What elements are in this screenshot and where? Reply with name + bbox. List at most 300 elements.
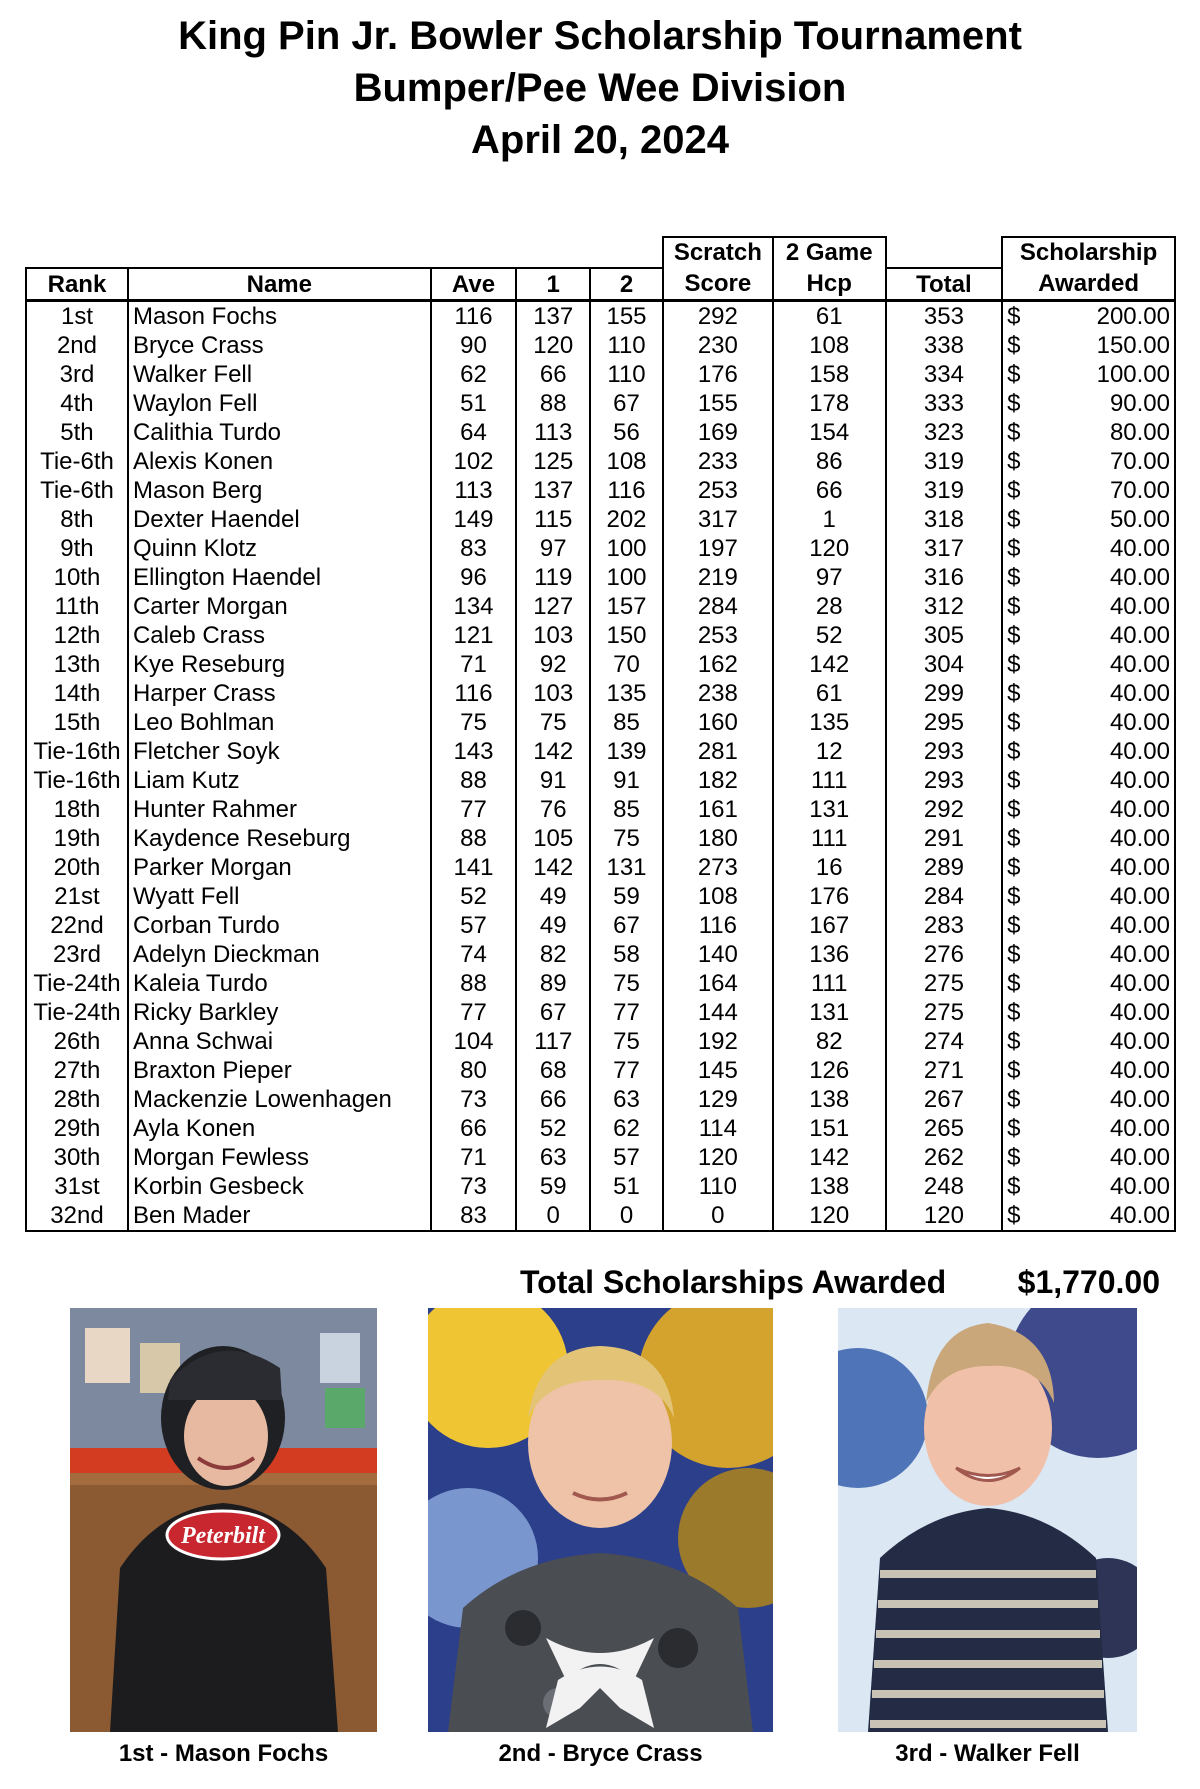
cell-game-2: 59 — [590, 882, 663, 911]
cell-scratch: 182 — [663, 766, 773, 795]
cell-scratch: 233 — [663, 447, 773, 476]
cell-game-2: 155 — [590, 301, 663, 332]
scholarship-amount: 100.00 — [1096, 361, 1170, 388]
cell-hcp: 178 — [773, 389, 886, 418]
cell-game-1: 92 — [516, 650, 590, 679]
cell-game-1: 117 — [516, 1027, 590, 1056]
cell-scholarship — [1002, 737, 1175, 766]
cell-hcp: 138 — [773, 1172, 886, 1201]
cell-ave: 88 — [431, 969, 517, 998]
header-game-2: 2 — [590, 268, 663, 301]
cell-game-2: 85 — [590, 795, 663, 824]
cell-game-1: 97 — [516, 534, 590, 563]
cell-ave: 102 — [431, 447, 517, 476]
cell-rank: 30th — [26, 1143, 128, 1172]
cell-total: 292 — [886, 795, 1003, 824]
cell-name: Walker Fell — [128, 360, 431, 389]
cell-name: Ellington Haendel — [128, 563, 431, 592]
cell-scholarship — [1002, 1114, 1175, 1143]
scholarship-amount: 40.00 — [1109, 825, 1170, 852]
cell-game-1: 76 — [516, 795, 590, 824]
cell-name: Caleb Crass — [128, 621, 431, 650]
cell-scholarship — [1002, 1143, 1175, 1172]
cell-rank: Tie-16th — [26, 737, 128, 766]
table-row — [26, 911, 1175, 940]
cell-rank: Tie-24th — [26, 969, 128, 998]
scholarship-amount: 40.00 — [1109, 1028, 1170, 1055]
header-ave: Ave — [431, 268, 517, 301]
cell-total: 317 — [886, 534, 1003, 563]
cell-scratch: 0 — [663, 1201, 773, 1231]
photo-third-place — [838, 1308, 1137, 1732]
header-hcp-top: 2 Game — [773, 237, 886, 268]
second-place-photo-image — [428, 1308, 773, 1732]
cell-scratch: 273 — [663, 853, 773, 882]
cell-rank: 3rd — [26, 360, 128, 389]
caption-first-place: 1st - Mason Fochs — [118, 1740, 329, 1767]
cell-name: Harper Crass — [128, 679, 431, 708]
table-row — [26, 737, 1175, 766]
cell-hcp: 97 — [773, 563, 886, 592]
cell-scratch: 140 — [663, 940, 773, 969]
cell-scratch: 281 — [663, 737, 773, 766]
cell-game-1: 59 — [516, 1172, 590, 1201]
currency-sign: $ — [1007, 796, 1021, 823]
cell-ave: 73 — [431, 1085, 517, 1114]
cell-hcp: 131 — [773, 998, 886, 1027]
cell-game-2: 139 — [590, 737, 663, 766]
cell-scholarship — [1002, 911, 1175, 940]
cell-scratch: 169 — [663, 418, 773, 447]
header-scratch-top: Scratch — [663, 237, 773, 268]
currency-sign: $ — [1007, 912, 1021, 939]
scholarship-amount: 40.00 — [1109, 1057, 1170, 1084]
cell-total: 333 — [886, 389, 1003, 418]
cell-scratch: 155 — [663, 389, 773, 418]
cell-rank: 8th — [26, 505, 128, 534]
cell-game-2: 77 — [590, 998, 663, 1027]
cell-total: 293 — [886, 737, 1003, 766]
cell-rank: 10th — [26, 563, 128, 592]
table-row — [26, 1143, 1175, 1172]
cell-rank: Tie-6th — [26, 447, 128, 476]
cell-total: 262 — [886, 1143, 1003, 1172]
scholarship-amount: 40.00 — [1109, 622, 1170, 649]
currency-sign: $ — [1007, 941, 1021, 968]
cell-hcp: 142 — [773, 650, 886, 679]
cell-ave: 83 — [431, 1201, 517, 1231]
cell-name: Alexis Konen — [128, 447, 431, 476]
cell-rank: 20th — [26, 853, 128, 882]
cell-rank: 15th — [26, 708, 128, 737]
currency-sign: $ — [1007, 1202, 1021, 1229]
cell-rank: 1st — [26, 301, 128, 332]
cell-scratch: 108 — [663, 882, 773, 911]
total-label: Total Scholarships Awarded — [520, 1264, 947, 1300]
cell-ave: 74 — [431, 940, 517, 969]
currency-sign: $ — [1007, 709, 1021, 736]
cell-scholarship — [1002, 1085, 1175, 1114]
cell-game-2: 100 — [590, 563, 663, 592]
table-row — [26, 679, 1175, 708]
cell-game-2: 108 — [590, 447, 663, 476]
cell-name: Kye Reseburg — [128, 650, 431, 679]
cell-game-2: 62 — [590, 1114, 663, 1143]
cell-game-2: 202 — [590, 505, 663, 534]
cell-scratch: 164 — [663, 969, 773, 998]
cell-game-2: 67 — [590, 911, 663, 940]
cell-game-1: 113 — [516, 418, 590, 447]
scholarship-amount: 70.00 — [1109, 477, 1170, 504]
scholarship-amount: 40.00 — [1109, 1086, 1170, 1113]
table-row — [26, 447, 1175, 476]
cell-scholarship — [1002, 331, 1175, 360]
currency-sign: $ — [1007, 332, 1021, 359]
cell-hcp: 151 — [773, 1114, 886, 1143]
table-row — [26, 621, 1175, 650]
cell-name: Parker Morgan — [128, 853, 431, 882]
cell-scholarship — [1002, 505, 1175, 534]
cell-rank: 23rd — [26, 940, 128, 969]
cell-game-1: 66 — [516, 360, 590, 389]
cell-game-1: 105 — [516, 824, 590, 853]
cell-total: 291 — [886, 824, 1003, 853]
scholarship-amount: 80.00 — [1109, 419, 1170, 446]
cell-game-1: 115 — [516, 505, 590, 534]
cell-hcp: 1 — [773, 505, 886, 534]
cell-scratch: 292 — [663, 301, 773, 332]
cell-hcp: 52 — [773, 621, 886, 650]
header-award-bottom: Awarded — [1002, 268, 1175, 301]
cell-scholarship — [1002, 650, 1175, 679]
cell-total: 120 — [886, 1201, 1003, 1231]
cell-game-2: 51 — [590, 1172, 663, 1201]
cell-scholarship — [1002, 853, 1175, 882]
cell-rank: 2nd — [26, 331, 128, 360]
cell-game-2: 135 — [590, 679, 663, 708]
cell-name: Kaydence Reseburg — [128, 824, 431, 853]
cell-total: 295 — [886, 708, 1003, 737]
currency-sign: $ — [1007, 390, 1021, 417]
cell-ave: 116 — [431, 301, 517, 332]
cell-hcp: 12 — [773, 737, 886, 766]
header-award-top: Scholarship — [1002, 237, 1175, 268]
scholarship-amount: 40.00 — [1109, 883, 1170, 910]
cell-total: 312 — [886, 592, 1003, 621]
cell-scholarship — [1002, 824, 1175, 853]
cell-total: 319 — [886, 447, 1003, 476]
cell-total: 267 — [886, 1085, 1003, 1114]
cell-game-1: 89 — [516, 969, 590, 998]
cell-game-2: 91 — [590, 766, 663, 795]
cell-game-1: 49 — [516, 882, 590, 911]
cell-scratch: 116 — [663, 911, 773, 940]
currency-sign: $ — [1007, 1028, 1021, 1055]
table-row — [26, 795, 1175, 824]
cell-scratch: 192 — [663, 1027, 773, 1056]
cell-hcp: 111 — [773, 969, 886, 998]
table-row — [26, 708, 1175, 737]
cell-scratch: 253 — [663, 621, 773, 650]
table-row — [26, 360, 1175, 389]
cell-rank: 14th — [26, 679, 128, 708]
scholarship-amount: 40.00 — [1109, 999, 1170, 1026]
cell-hcp: 135 — [773, 708, 886, 737]
cell-scratch: 162 — [663, 650, 773, 679]
cell-ave: 64 — [431, 418, 517, 447]
cell-name: Dexter Haendel — [128, 505, 431, 534]
currency-sign: $ — [1007, 448, 1021, 475]
cell-rank: 22nd — [26, 911, 128, 940]
cell-rank: 19th — [26, 824, 128, 853]
cell-ave: 62 — [431, 360, 517, 389]
scholarship-amount: 40.00 — [1109, 709, 1170, 736]
cell-rank: 4th — [26, 389, 128, 418]
cell-ave: 73 — [431, 1172, 517, 1201]
cell-name: Mackenzie Lowenhagen — [128, 1085, 431, 1114]
cell-scholarship — [1002, 1027, 1175, 1056]
cell-rank: 31st — [26, 1172, 128, 1201]
currency-sign: $ — [1007, 1057, 1021, 1084]
cell-name: Ayla Konen — [128, 1114, 431, 1143]
table-row — [26, 301, 1175, 332]
currency-sign: $ — [1007, 825, 1021, 852]
cell-rank: 12th — [26, 621, 128, 650]
cell-rank: 9th — [26, 534, 128, 563]
cell-name: Wyatt Fell — [128, 882, 431, 911]
cell-hcp: 158 — [773, 360, 886, 389]
cell-scratch: 176 — [663, 360, 773, 389]
cell-game-1: 125 — [516, 447, 590, 476]
cell-scratch: 284 — [663, 592, 773, 621]
currency-sign: $ — [1007, 477, 1021, 504]
cell-hcp: 111 — [773, 824, 886, 853]
scholarship-amount: 40.00 — [1109, 738, 1170, 765]
cell-game-2: 110 — [590, 331, 663, 360]
table-row — [26, 766, 1175, 795]
header-scratch-bottom: Score — [663, 268, 773, 301]
first-place-photo-image — [70, 1308, 377, 1732]
cell-game-1: 49 — [516, 911, 590, 940]
cell-name: Leo Bohlman — [128, 708, 431, 737]
cell-scholarship — [1002, 795, 1175, 824]
cell-hcp: 167 — [773, 911, 886, 940]
cell-rank: 18th — [26, 795, 128, 824]
cell-scholarship — [1002, 563, 1175, 592]
cell-total: 316 — [886, 563, 1003, 592]
cell-name: Morgan Fewless — [128, 1143, 431, 1172]
cell-rank: 27th — [26, 1056, 128, 1085]
cell-game-1: 103 — [516, 679, 590, 708]
cell-scratch: 145 — [663, 1056, 773, 1085]
cell-name: Korbin Gesbeck — [128, 1172, 431, 1201]
cell-hcp: 126 — [773, 1056, 886, 1085]
cell-rank: Tie-24th — [26, 998, 128, 1027]
cell-scholarship — [1002, 534, 1175, 563]
cell-total: 305 — [886, 621, 1003, 650]
cell-total: 299 — [886, 679, 1003, 708]
currency-sign: $ — [1007, 535, 1021, 562]
title-line-3: April 20, 2024 — [471, 118, 729, 162]
cell-scholarship — [1002, 766, 1175, 795]
cell-game-1: 91 — [516, 766, 590, 795]
table-row — [26, 505, 1175, 534]
cell-total: 283 — [886, 911, 1003, 940]
cell-game-2: 63 — [590, 1085, 663, 1114]
cell-game-1: 137 — [516, 301, 590, 332]
scholarship-amount: 40.00 — [1109, 796, 1170, 823]
scholarship-amount: 40.00 — [1109, 1202, 1170, 1229]
cell-hcp: 142 — [773, 1143, 886, 1172]
cell-hcp: 66 — [773, 476, 886, 505]
currency-sign: $ — [1007, 999, 1021, 1026]
scholarship-amount: 40.00 — [1109, 535, 1170, 562]
cell-rank: Tie-6th — [26, 476, 128, 505]
cell-total: 353 — [886, 301, 1003, 332]
table-row — [26, 824, 1175, 853]
cell-scholarship — [1002, 301, 1175, 332]
cell-scholarship — [1002, 679, 1175, 708]
table-row — [26, 331, 1175, 360]
cell-scratch: 144 — [663, 998, 773, 1027]
scholarship-amount: 40.00 — [1109, 680, 1170, 707]
currency-sign: $ — [1007, 564, 1021, 591]
cell-game-1: 120 — [516, 331, 590, 360]
scholarship-amount: 40.00 — [1109, 593, 1170, 620]
peterbilt-logo-text: Peterbilt — [181, 1523, 265, 1549]
cell-name: Quinn Klotz — [128, 534, 431, 563]
cell-scratch: 120 — [663, 1143, 773, 1172]
cell-scholarship — [1002, 447, 1175, 476]
cell-game-2: 85 — [590, 708, 663, 737]
cell-game-1: 103 — [516, 621, 590, 650]
caption-third-place: 3rd - Walker Fell — [895, 1740, 1080, 1767]
cell-scholarship — [1002, 1201, 1175, 1231]
table-row — [26, 1085, 1175, 1114]
cell-rank: Tie-16th — [26, 766, 128, 795]
third-place-photo-image — [838, 1308, 1137, 1732]
cell-ave: 77 — [431, 795, 517, 824]
cell-scratch: 219 — [663, 563, 773, 592]
cell-rank: 26th — [26, 1027, 128, 1056]
cell-ave: 116 — [431, 679, 517, 708]
header-name: Name — [128, 268, 431, 301]
cell-total: 319 — [886, 476, 1003, 505]
cell-scratch: 180 — [663, 824, 773, 853]
table-row — [26, 853, 1175, 882]
cell-total: 323 — [886, 418, 1003, 447]
table-row — [26, 650, 1175, 679]
table-row — [26, 940, 1175, 969]
table-row — [26, 563, 1175, 592]
table-row — [26, 389, 1175, 418]
cell-hcp: 108 — [773, 331, 886, 360]
cell-game-2: 110 — [590, 360, 663, 389]
cell-game-2: 131 — [590, 853, 663, 882]
cell-rank: 11th — [26, 592, 128, 621]
cell-name: Mason Fochs — [128, 301, 431, 332]
cell-total: 248 — [886, 1172, 1003, 1201]
results-table — [25, 236, 1176, 1232]
cell-ave: 143 — [431, 737, 517, 766]
cell-game-2: 150 — [590, 621, 663, 650]
table-row — [26, 882, 1175, 911]
cell-rank: 28th — [26, 1085, 128, 1114]
cell-game-1: 52 — [516, 1114, 590, 1143]
cell-game-2: 75 — [590, 1027, 663, 1056]
scholarship-amount: 90.00 — [1109, 390, 1170, 417]
results-rows — [26, 301, 1175, 1232]
currency-sign: $ — [1007, 419, 1021, 446]
currency-sign: $ — [1007, 883, 1021, 910]
cell-name: Calithia Turdo — [128, 418, 431, 447]
table-row — [26, 998, 1175, 1027]
currency-sign: $ — [1007, 651, 1021, 678]
currency-sign: $ — [1007, 680, 1021, 707]
cell-ave: 75 — [431, 708, 517, 737]
scholarship-amount: 150.00 — [1096, 332, 1170, 359]
scholarship-amount: 40.00 — [1109, 651, 1170, 678]
scholarship-amount: 40.00 — [1109, 1115, 1170, 1142]
cell-game-2: 58 — [590, 940, 663, 969]
cell-total: 318 — [886, 505, 1003, 534]
cell-ave: 90 — [431, 331, 517, 360]
scholarship-amount: 200.00 — [1096, 303, 1170, 330]
cell-scholarship — [1002, 1172, 1175, 1201]
cell-scratch: 253 — [663, 476, 773, 505]
scholarship-amount: 40.00 — [1109, 767, 1170, 794]
cell-total: 293 — [886, 766, 1003, 795]
cell-total: 276 — [886, 940, 1003, 969]
cell-scholarship — [1002, 476, 1175, 505]
cell-ave: 96 — [431, 563, 517, 592]
cell-total: 289 — [886, 853, 1003, 882]
cell-scratch: 230 — [663, 331, 773, 360]
cell-game-2: 67 — [590, 389, 663, 418]
cell-hcp: 131 — [773, 795, 886, 824]
cell-game-2: 116 — [590, 476, 663, 505]
scholarship-amount: 70.00 — [1109, 448, 1170, 475]
total-value: $1,770.00 — [1017, 1264, 1160, 1300]
cell-scratch: 110 — [663, 1172, 773, 1201]
currency-sign: $ — [1007, 622, 1021, 649]
cell-ave: 121 — [431, 621, 517, 650]
scholarship-amount: 40.00 — [1109, 941, 1170, 968]
cell-hcp: 28 — [773, 592, 886, 621]
cell-game-1: 68 — [516, 1056, 590, 1085]
cell-name: Corban Turdo — [128, 911, 431, 940]
scholarship-amount: 40.00 — [1109, 912, 1170, 939]
table-row — [26, 592, 1175, 621]
cell-hcp: 136 — [773, 940, 886, 969]
cell-scholarship — [1002, 708, 1175, 737]
cell-ave: 57 — [431, 911, 517, 940]
cell-total: 274 — [886, 1027, 1003, 1056]
cell-game-2: 56 — [590, 418, 663, 447]
currency-sign: $ — [1007, 506, 1021, 533]
cell-ave: 71 — [431, 1143, 517, 1172]
caption-second-place: 2nd - Bryce Crass — [498, 1740, 703, 1767]
cell-game-1: 137 — [516, 476, 590, 505]
cell-ave: 88 — [431, 766, 517, 795]
cell-rank: 13th — [26, 650, 128, 679]
cell-name: Braxton Pieper — [128, 1056, 431, 1085]
cell-ave: 113 — [431, 476, 517, 505]
cell-hcp: 120 — [773, 534, 886, 563]
table-row — [26, 1114, 1175, 1143]
cell-name: Waylon Fell — [128, 389, 431, 418]
cell-name: Kaleia Turdo — [128, 969, 431, 998]
